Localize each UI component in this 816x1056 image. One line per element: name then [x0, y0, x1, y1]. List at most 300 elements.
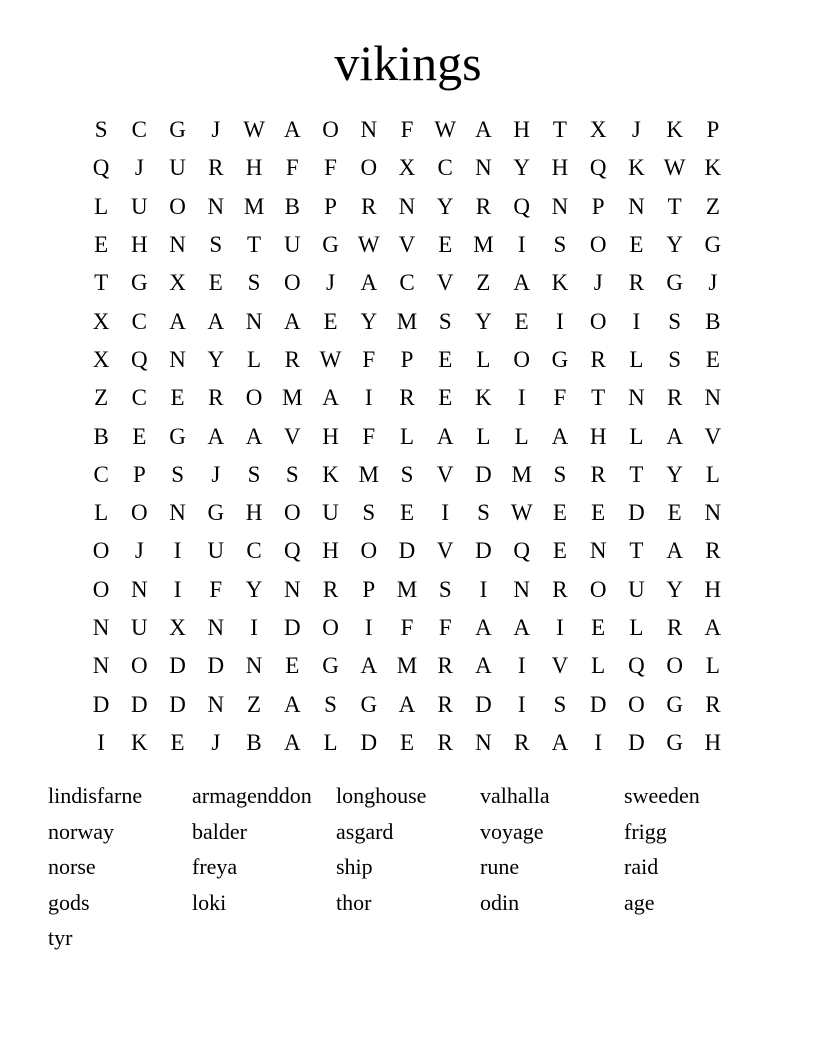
grid-cell: H: [704, 729, 722, 755]
word-list-item: gods: [48, 889, 90, 915]
grid-cell: W: [663, 155, 686, 181]
grid-cell: E: [399, 500, 415, 526]
grid-cell: K: [131, 729, 148, 755]
grid-cell: E: [438, 346, 453, 372]
grid-cell: N: [628, 193, 645, 219]
grid-cell: M: [396, 576, 418, 602]
grid-cell: L: [399, 423, 415, 449]
grid-cell: C: [93, 461, 109, 487]
grid-cell: H: [245, 155, 263, 181]
grid-cell: R: [208, 385, 224, 411]
grid-cell: I: [364, 615, 373, 640]
grid-cell: E: [552, 500, 567, 526]
grid-cell: X: [169, 615, 186, 640]
grid-cell: Y: [666, 576, 683, 602]
grid-cell: E: [591, 615, 606, 640]
grid-cell: O: [589, 576, 607, 602]
grid-cell: R: [666, 615, 683, 640]
grid-cell: Y: [245, 576, 263, 602]
grid-cell: L: [514, 423, 529, 449]
grid-cell: M: [243, 193, 265, 219]
word-list-item: lindisfarne: [48, 783, 143, 808]
grid-cell: E: [323, 308, 338, 334]
grid-cell: Q: [628, 653, 645, 679]
grid-cell: R: [437, 653, 453, 679]
grid-cell: S: [209, 232, 223, 258]
grid-cell: E: [132, 423, 147, 449]
grid-cell: G: [322, 232, 339, 258]
grid-row: [82, 532, 732, 570]
grid-cell: W: [434, 117, 457, 143]
grid-cell: A: [666, 538, 683, 564]
grid-cell: A: [551, 729, 569, 755]
grid-cell: B: [93, 423, 109, 449]
grid-row: [82, 647, 732, 685]
grid-cell: N: [628, 385, 645, 411]
grid-cell: G: [169, 423, 186, 449]
grid-cell: E: [705, 346, 720, 372]
grid-cell: H: [131, 232, 148, 258]
grid-cell: A: [169, 308, 186, 334]
grid-cell: A: [245, 423, 263, 449]
grid-cell: E: [552, 538, 567, 564]
grid-cell: D: [475, 538, 492, 564]
grid-cell: D: [283, 615, 301, 640]
grid-cell: G: [704, 232, 722, 258]
grid-cell: O: [589, 308, 607, 334]
grid-row: [82, 379, 732, 417]
word-list-item: balder: [192, 818, 247, 844]
grid-cell: E: [438, 232, 453, 258]
grid-cell: A: [207, 423, 225, 449]
grid-cell: I: [517, 232, 526, 258]
grid-cell: H: [245, 500, 263, 526]
grid-cell: G: [131, 270, 148, 296]
grid-cell: C: [246, 538, 262, 564]
grid-cell: V: [704, 423, 722, 449]
grid-cell: N: [92, 653, 110, 679]
grid-row: [82, 494, 732, 532]
grid-cell: I: [479, 576, 488, 602]
grid-cell: J: [631, 117, 641, 143]
grid-cell: A: [551, 423, 569, 449]
grid-cell: S: [553, 461, 567, 487]
grid-cell: V: [436, 538, 454, 564]
grid-cell: H: [704, 576, 722, 602]
grid-cell: L: [629, 346, 644, 372]
grid-cell: R: [590, 461, 606, 487]
grid-cell: R: [284, 346, 300, 372]
grid-cell: P: [324, 193, 337, 219]
grid-row: [82, 341, 732, 379]
grid-cell: G: [666, 270, 683, 296]
grid-cell: S: [668, 346, 682, 372]
grid-cell: A: [283, 691, 301, 717]
grid-cell: I: [173, 538, 182, 564]
word-list-item: voyage: [480, 818, 544, 844]
grid-cell: E: [591, 500, 606, 526]
grid-cell: W: [510, 500, 533, 526]
grid-cell: A: [283, 308, 301, 334]
grid-cell: R: [437, 691, 453, 717]
grid-cell: R: [552, 576, 568, 602]
word-list-item: valhalla: [480, 783, 550, 808]
grid-cell: E: [208, 270, 223, 296]
grid-cell: F: [400, 117, 414, 143]
grid-cell: O: [283, 500, 301, 526]
grid-cell: X: [589, 117, 607, 143]
grid-cell: N: [398, 193, 416, 219]
grid-cell: M: [511, 461, 532, 487]
grid-cell: N: [475, 729, 492, 755]
grid-row: [82, 226, 732, 264]
grid-cell: O: [322, 117, 339, 143]
grid-row: [82, 111, 732, 149]
grid-cell: D: [207, 653, 225, 679]
grid-cell: G: [169, 117, 186, 143]
grid-cell: S: [668, 308, 682, 334]
grid-cell: J: [134, 155, 144, 181]
grid-cell: D: [628, 729, 645, 755]
grid-cell: T: [629, 538, 644, 564]
grid-cell: E: [514, 308, 529, 334]
word-list-item: rune: [480, 854, 520, 879]
grid-cell: S: [438, 308, 452, 334]
grid-cell: S: [362, 500, 376, 526]
grid-cell: E: [399, 729, 415, 755]
grid-cell: K: [475, 385, 492, 411]
grid-cell: V: [436, 270, 454, 296]
grid-cell: I: [556, 615, 564, 640]
grid-cell: N: [551, 193, 569, 219]
grid-cell: T: [629, 461, 644, 487]
grid-cell: D: [475, 461, 492, 487]
grid-cell: P: [591, 193, 605, 219]
grid-row: [82, 571, 732, 609]
grid-cell: A: [513, 270, 530, 296]
grid-cell: S: [324, 691, 337, 717]
grid-cell: A: [666, 423, 683, 449]
word-list-item: ship: [336, 854, 373, 879]
grid-cell: O: [589, 232, 607, 258]
grid-cell: M: [282, 385, 303, 411]
grid-cell: R: [705, 691, 721, 717]
grid-cell: L: [629, 615, 644, 640]
grid-cell: B: [246, 729, 262, 755]
grid-cell: S: [171, 461, 184, 487]
grid-cell: O: [513, 346, 530, 372]
grid-cell: F: [324, 155, 337, 181]
grid-cell: M: [358, 461, 379, 487]
grid-cell: Y: [436, 193, 454, 219]
grid-row: [82, 417, 732, 455]
grid-cell: C: [131, 308, 148, 334]
grid-cell: G: [207, 500, 225, 526]
grid-cell: J: [326, 270, 335, 296]
grid-cell: U: [283, 232, 301, 258]
grid-cell: H: [513, 117, 530, 143]
grid-cell: O: [322, 615, 339, 640]
word-list-item: norse: [48, 854, 96, 879]
grid-cell: O: [360, 155, 378, 181]
grid-cell: D: [398, 538, 416, 564]
grid-cell: I: [594, 729, 602, 755]
grid-cell: R: [666, 385, 683, 411]
grid-cell: K: [666, 117, 683, 143]
grid-cell: Q: [513, 538, 530, 564]
grid-cell: Q: [513, 193, 530, 219]
grid-cell: N: [131, 576, 148, 602]
grid-cell: L: [94, 193, 109, 219]
grid-cell: Z: [94, 385, 109, 411]
grid-cell: U: [322, 500, 339, 526]
grid-cell: N: [207, 615, 225, 640]
grid-cell: Z: [247, 691, 262, 717]
grid-cell: N: [475, 155, 492, 181]
grid-cell: F: [285, 155, 299, 181]
grid-cell: M: [473, 232, 494, 258]
grid-cell: D: [628, 500, 645, 526]
grid-cell: J: [708, 270, 718, 296]
grid-row: [82, 609, 732, 647]
grid-cell: Q: [589, 155, 607, 181]
grid-cell: J: [134, 538, 144, 564]
word-list-item: age: [624, 889, 655, 915]
grid-cell: W: [357, 232, 380, 258]
grid-cell: S: [438, 576, 452, 602]
grid-cell: H: [589, 423, 607, 449]
grid-cell: G: [666, 691, 683, 717]
grid-cell: A: [513, 615, 530, 640]
grid-cell: W: [319, 346, 342, 372]
grid-cell: Y: [360, 308, 378, 334]
grid-cell: N: [513, 576, 530, 602]
grid-cell: I: [517, 653, 526, 679]
grid-cell: R: [475, 193, 492, 219]
word-list-item: longhouse: [336, 783, 427, 808]
grid-cell: S: [477, 500, 490, 526]
grid-cell: U: [207, 538, 225, 564]
grid-cell: F: [362, 423, 376, 449]
grid-cell: P: [706, 117, 720, 143]
grid-cell: I: [364, 385, 373, 411]
grid-cell: L: [476, 346, 491, 372]
grid-cell: V: [551, 653, 569, 679]
grid-cell: J: [211, 729, 221, 755]
grid-cell: A: [475, 653, 492, 679]
grid-cell: C: [437, 155, 453, 181]
grid-cell: N: [207, 691, 225, 717]
grid-cell: Q: [283, 538, 301, 564]
grid-cell: J: [211, 461, 221, 487]
grid-cell: F: [400, 615, 414, 640]
grid-cell: M: [396, 653, 418, 679]
grid-cell: O: [169, 193, 186, 219]
grid-cell: T: [552, 117, 567, 143]
grid-cell: S: [247, 461, 261, 487]
grid-cell: Q: [92, 155, 110, 181]
grid-cell: O: [131, 500, 148, 526]
grid-cell: P: [400, 346, 414, 372]
grid-cell: N: [360, 117, 378, 143]
grid-cell: T: [94, 270, 109, 296]
grid-cell: A: [283, 729, 301, 755]
grid-cell: O: [92, 576, 110, 602]
grid-cell: A: [360, 653, 378, 679]
grid-cell: V: [398, 232, 416, 258]
grid-cell: R: [437, 729, 453, 755]
grid-cell: R: [361, 193, 377, 219]
grid-cell: E: [94, 232, 109, 258]
grid-cell: K: [628, 155, 645, 181]
grid-cell: D: [92, 691, 110, 717]
grid-cell: A: [475, 615, 492, 640]
grid-cell: S: [553, 232, 567, 258]
grid-cell: N: [589, 538, 607, 564]
grid-cell: E: [170, 729, 185, 755]
grid-cell: X: [92, 308, 110, 334]
grid-cell: D: [360, 729, 378, 755]
grid-cell: A: [436, 423, 454, 449]
grid-cell: K: [704, 155, 722, 181]
grid-cell: R: [705, 538, 721, 564]
grid-cell: J: [593, 270, 603, 296]
grid-cell: V: [436, 461, 454, 487]
grid-cell: B: [705, 308, 721, 334]
grid-cell: L: [476, 423, 491, 449]
grid-cell: F: [438, 615, 452, 640]
word-list-item: loki: [192, 889, 227, 915]
grid-cell: C: [131, 117, 148, 143]
page-title: vikings: [334, 35, 482, 91]
word-list: [48, 780, 768, 958]
grid-row: [82, 149, 732, 187]
grid-cell: D: [131, 691, 148, 717]
grid-row: [82, 456, 732, 494]
grid-cell: S: [94, 117, 108, 143]
grid-cell: N: [92, 615, 110, 640]
grid-row: [82, 724, 732, 762]
grid-cell: N: [169, 232, 186, 258]
grid-cell: D: [169, 691, 186, 717]
grid-cell: A: [207, 308, 225, 334]
grid-cell: T: [247, 232, 262, 258]
grid-cell: I: [441, 500, 450, 526]
grid-cell: N: [207, 193, 225, 219]
grid-cell: Y: [207, 346, 225, 372]
grid-cell: S: [400, 461, 414, 487]
grid-cell: S: [285, 461, 299, 487]
grid-cell: R: [399, 385, 415, 411]
grid-cell: I: [556, 308, 564, 334]
grid-cell: H: [322, 538, 339, 564]
grid-cell: H: [551, 155, 569, 181]
grid-cell: F: [362, 346, 376, 372]
grid-cell: D: [169, 653, 186, 679]
grid-cell: R: [628, 270, 645, 296]
grid-cell: A: [475, 117, 492, 143]
grid-cell: I: [250, 615, 258, 640]
grid-cell: Q: [131, 346, 148, 372]
word-list-item: frigg: [624, 818, 667, 844]
grid-cell: U: [628, 576, 645, 602]
word-list-item: thor: [336, 889, 372, 915]
grid-cell: B: [284, 193, 300, 219]
grid-cell: M: [396, 308, 418, 334]
grid-cell: R: [208, 155, 224, 181]
grid-cell: Z: [476, 270, 491, 296]
grid-cell: T: [591, 385, 606, 411]
grid-cell: L: [247, 346, 262, 372]
word-list-item: odin: [480, 889, 520, 915]
grid-cell: T: [667, 193, 682, 219]
grid-cell: L: [323, 729, 338, 755]
grid-cell: E: [667, 500, 682, 526]
grid-cell: C: [399, 270, 415, 296]
grid-cell: U: [131, 615, 148, 640]
grid-cell: E: [285, 653, 300, 679]
grid-cell: N: [704, 385, 722, 411]
grid-cell: Y: [513, 155, 530, 181]
grid-cell: G: [666, 729, 683, 755]
grid-cell: I: [517, 691, 526, 717]
grid-cell: L: [705, 461, 720, 487]
grid-cell: L: [94, 500, 109, 526]
grid-cell: I: [97, 729, 105, 755]
grid-cell: N: [283, 576, 301, 602]
grid-row: [82, 685, 732, 723]
word-list-item: raid: [624, 854, 659, 879]
grid-cell: G: [322, 653, 339, 679]
grid-cell: R: [322, 576, 339, 602]
grid-cell: N: [704, 500, 722, 526]
grid-cell: S: [247, 270, 261, 296]
grid-cell: A: [360, 270, 378, 296]
grid-cell: N: [245, 653, 263, 679]
grid-cell: N: [169, 500, 186, 526]
word-list-item: sweeden: [624, 783, 700, 808]
grid-cell: L: [629, 423, 644, 449]
grid-cell: V: [283, 423, 301, 449]
grid-cell: E: [629, 232, 644, 258]
grid-cell: R: [514, 729, 530, 755]
grid-cell: O: [131, 653, 148, 679]
grid-cell: O: [245, 385, 263, 411]
grid-cell: Y: [666, 461, 683, 487]
grid-cell: E: [170, 385, 185, 411]
grid-cell: X: [169, 270, 186, 296]
grid-cell: C: [131, 385, 148, 411]
grid-cell: D: [589, 691, 607, 717]
word-list-item: freya: [192, 854, 238, 879]
grid-cell: I: [632, 308, 641, 334]
grid-cell: I: [173, 576, 182, 602]
grid-cell: L: [705, 653, 720, 679]
grid-cell: A: [704, 615, 722, 640]
grid-cell: O: [92, 538, 110, 564]
grid-cell: D: [475, 691, 492, 717]
grid-cell: U: [131, 193, 148, 219]
grid-cell: H: [322, 423, 339, 449]
grid-cell: P: [362, 576, 376, 602]
grid-cell: O: [628, 691, 645, 717]
grid-row: [82, 188, 732, 226]
grid-cell: P: [132, 461, 146, 487]
grid-cell: Z: [705, 193, 720, 219]
grid-cell: L: [591, 653, 606, 679]
word-list-item: tyr: [48, 925, 73, 950]
grid-cell: A: [283, 117, 301, 143]
